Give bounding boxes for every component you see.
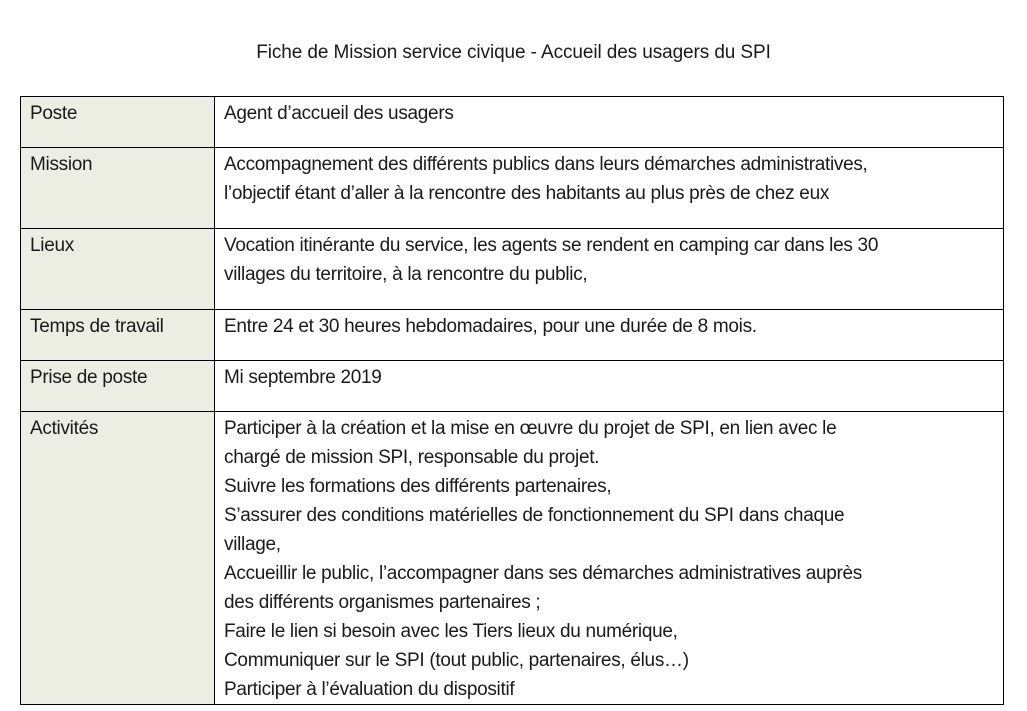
- row-label-temps-de-travail: Temps de travail: [21, 310, 215, 361]
- row-label-poste: Poste: [21, 97, 215, 148]
- value-line: Participer à l’évaluation du dispositif: [224, 679, 515, 700]
- value-line: chargé de mission SPI, responsable du projet.: [224, 447, 600, 468]
- document-title: Fiche de Mission service civique - Accueil des usagers du SPI: [256, 42, 771, 63]
- value-line: l’objectif étant d’aller à la rencontre des habitants au plus près de chez eux: [224, 183, 830, 204]
- value-line: Agent d’accueil des usagers: [224, 103, 454, 124]
- value-line: Entre 24 et 30 heures hebdomadaires, pour une durée de 8 mois.: [224, 316, 757, 337]
- value-line: village,: [224, 534, 281, 555]
- table-row-poste: [21, 97, 1004, 148]
- row-value-activites: [215, 412, 1004, 705]
- value-line: villages du territoire, à la rencontre du public,: [224, 264, 588, 285]
- table-row-temps-de-travail: [21, 310, 1004, 361]
- value-line: Vocation itinérante du service, les agents se rendent en camping car dans les 30: [224, 235, 879, 256]
- table-row-activites: [21, 412, 1004, 705]
- row-value-poste: [215, 97, 1004, 148]
- row-value-mission: [215, 148, 1004, 229]
- value-line: Accueillir le public, l’accompagner dans ses démarches administratives auprès: [224, 563, 862, 584]
- table-row-prise-de-poste: [21, 361, 1004, 412]
- table-row-mission: [21, 148, 1004, 229]
- row-value-lieux: [215, 229, 1004, 310]
- mission-table: [20, 96, 1004, 705]
- value-line: Accompagnement des différents publics dans leurs démarches administratives,: [224, 154, 868, 175]
- row-value-prise-de-poste: [215, 361, 1004, 412]
- value-line: Participer à la création et la mise en œuvre du projet de SPI, en lien avec le: [224, 418, 837, 439]
- row-value-temps-de-travail: [215, 310, 1004, 361]
- value-line: Faire le lien si besoin avec les Tiers lieux du numérique,: [224, 621, 678, 642]
- value-line: Mi septembre 2019: [224, 367, 382, 388]
- value-line: Communiquer sur le SPI (tout public, partenaires, élus…): [224, 650, 689, 671]
- value-line: S’assurer des conditions matérielles de fonctionnement du SPI dans chaque: [224, 505, 845, 526]
- value-line: Suivre les formations des différents partenaires,: [224, 476, 612, 497]
- row-label-mission: Mission: [21, 148, 215, 229]
- row-label-lieux: Lieux: [21, 229, 215, 310]
- row-label-activites: Activités: [21, 412, 215, 705]
- value-line: des différents organismes partenaires ;: [224, 592, 541, 613]
- row-label-prise-de-poste: Prise de poste: [21, 361, 215, 412]
- table-row-lieux: [21, 229, 1004, 310]
